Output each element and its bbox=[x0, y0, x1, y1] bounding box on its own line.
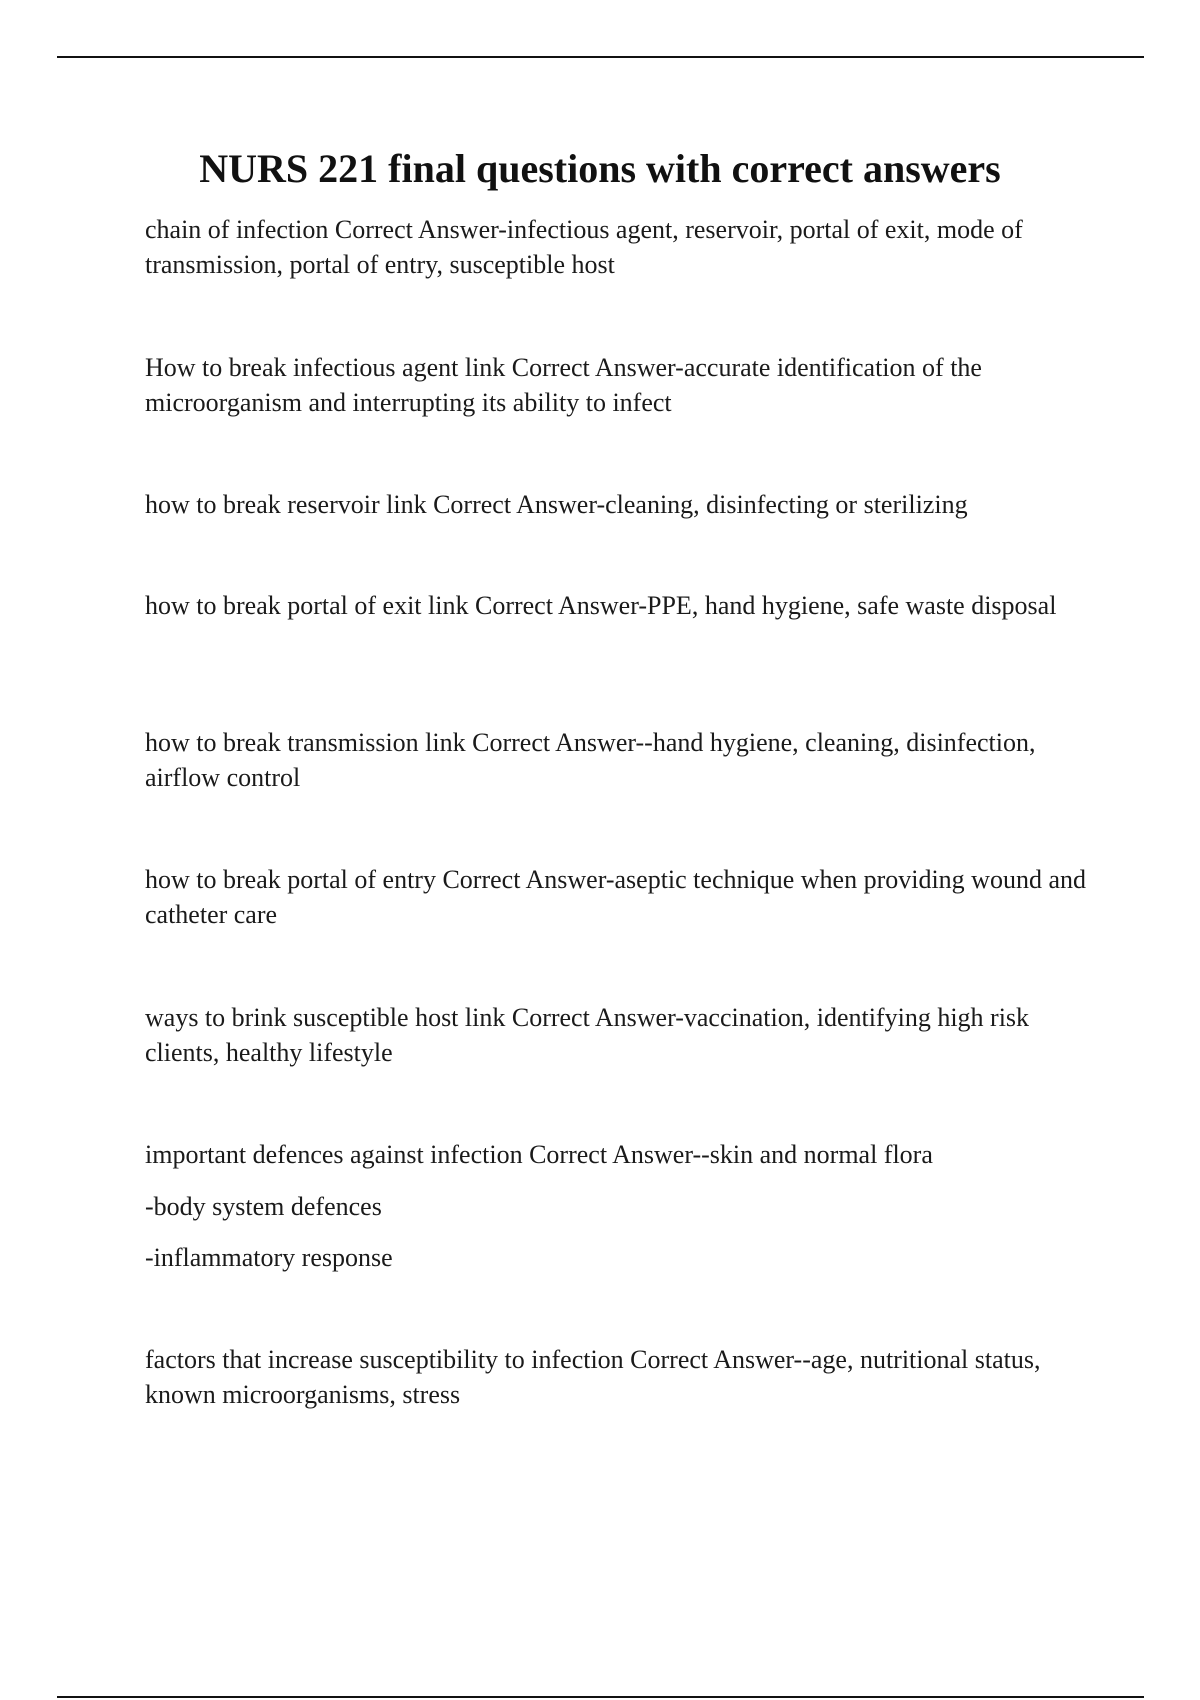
qa-item-susceptibility-factors: factors that increase susceptibility to infection Correct Answer--age, nutritional status, known microorganisms, stress bbox=[145, 1345, 1041, 1409]
document-title: NURS 221 final questions with correct answers bbox=[199, 146, 1001, 191]
qa-item-portal-of-exit: how to break portal of exit link Correct Answer-PPE, hand hygiene, safe waste disposal bbox=[145, 591, 1057, 620]
top-rule bbox=[57, 56, 1144, 58]
qa-item-defences: important defences against infection Correct Answer--skin and normal flora bbox=[145, 1140, 933, 1169]
qa-item-infectious-agent: How to break infectious agent link Correct Answer-accurate identification of the microorganism and interrupting its ability to infect bbox=[145, 353, 982, 417]
defences-list-item: -inflammatory response bbox=[145, 1243, 393, 1272]
qa-item-portal-of-entry: how to break portal of entry Correct Answer-aseptic technique when providing wound and catheter care bbox=[145, 865, 1086, 929]
qa-item-chain-of-infection: chain of infection Correct Answer-infectious agent, reservoir, portal of exit, mode of transmission, portal of entry, susceptible host bbox=[145, 215, 1023, 279]
defences-list-item: -body system defences bbox=[145, 1192, 382, 1221]
bottom-rule bbox=[57, 1696, 1144, 1698]
qa-item-susceptible-host: ways to brink susceptible host link Correct Answer-vaccination, identifying high risk clients, healthy lifestyle bbox=[145, 1003, 1030, 1067]
qa-item-reservoir: how to break reservoir link Correct Answer-cleaning, disinfecting or sterilizing bbox=[145, 490, 968, 519]
qa-item-transmission: how to break transmission link Correct Answer--hand hygiene, cleaning, disinfection, airflow control bbox=[145, 728, 1036, 792]
